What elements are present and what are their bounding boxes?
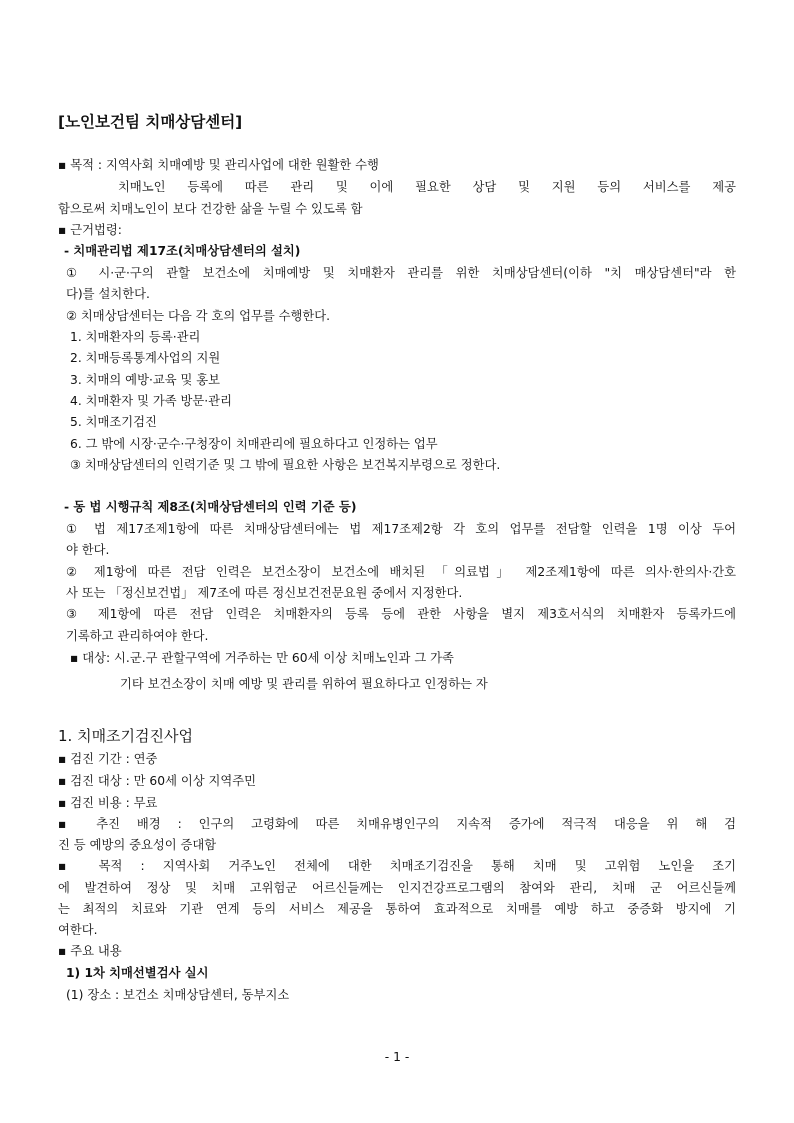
text-line: ▪ 목적 : 지역사회 거주노인 전체에 대한 치매조기검진을 통해 치매 및 고위험 노인을 조기 [58, 859, 736, 873]
section-title: 1. 치매조기검진사업 [58, 727, 194, 745]
text-line: ▪ 검진 대상 : 만 60세 이상 지역주민 [58, 774, 257, 788]
text-line: 2. 치매등록통계사업의 지원 [70, 351, 221, 365]
text-line: 다)를 설치한다. [66, 287, 150, 301]
section-heading: - 동 법 시행규칙 제8조(치매상담센터의 인력 기준 등) [64, 500, 357, 514]
text-line: ① 법 제17조제1항에 따른 치매상담센터에는 법 제17조제2항 각 호의 업무를 전담할 인력을 1명 이상 두어 [66, 522, 736, 536]
text-line: 1. 치매환자의 등록·관리 [70, 330, 201, 344]
page-number: - 1 - [384, 1050, 410, 1064]
text-line: 사 또는 「정신보건법」 제7조에 따른 정신보건전문요원 중에서 지정한다. [66, 586, 463, 600]
text-line: (1) 장소 : 보건소 치매상담센터, 동부지소 [66, 988, 290, 1002]
text-line: 기타 보건소장이 치매 예방 및 관리를 위하여 필요하다고 인정하는 자 [120, 677, 488, 691]
text-line: 6. 그 밖에 시장·군수·구청장이 치매관리에 필요하다고 인정하는 업무 [70, 437, 438, 451]
text-line: 5. 치매조기검진 [70, 415, 157, 429]
text-line: ▪ 검진 기간 : 연중 [58, 752, 158, 766]
text-line: ① 시·군·구의 관할 보건소에 치매예방 및 치매환자 관리를 위한 치매상담센터(이하 "치 매상담센터"라 한 [66, 266, 736, 280]
text-line: 야 한다. [66, 543, 110, 557]
text-line: ③ 치매상담센터의 인력기준 및 그 밖에 필요한 사항은 보건복지부령으로 정한다. [70, 458, 501, 472]
text-line: ③ 제1항에 따른 전담 인력은 치매환자의 등록 등에 관한 사항을 별지 제3호서식의 치매환자 등록카드에 [66, 607, 736, 621]
text-line: ▪ 추진 배경 : 인구의 고령화에 따른 치매유병인구의 지속적 증가에 적극적 대응을 위 해 검 [58, 817, 736, 831]
text-line: 여한다. [58, 923, 98, 937]
text-line: 3. 치매의 예방·교육 및 홍보 [70, 373, 221, 387]
text-line: 함으로써 치매노인이 보다 건강한 삶을 누릴 수 있도록 함 [58, 202, 363, 216]
text-line: ▪ 목적 : 지역사회 치매예방 및 관리사업에 대한 원활한 수행 [58, 158, 379, 172]
text-line: 치매노인 등록에 따른 관리 및 이에 필요한 상담 및 지원 등의 서비스를 제공 [118, 180, 736, 194]
page-title: [노인보건팀 치매상담센터] [58, 113, 243, 131]
section-heading: 1) 1차 치매선별검사 실시 [66, 966, 209, 980]
text-line: 진 등 예방의 중요성이 증대함 [58, 838, 217, 852]
text-line: ▪ 검진 비용 : 무료 [58, 796, 158, 810]
text-line: ▪ 근거법령: [58, 223, 122, 237]
text-line: ② 치매상담센터는 다음 각 호의 업무를 수행한다. [66, 309, 331, 323]
section-heading: - 치매관리법 제17조(치매상담센터의 설치) [64, 244, 301, 258]
text-line: ▪ 대상: 시.군.구 관할구역에 거주하는 만 60세 이상 치매노인과 그 가족 [70, 651, 454, 665]
text-line: ▪ 주요 내용 [58, 944, 122, 958]
text-line: 는 최적의 치료와 기관 연계 등의 서비스 제공을 통하여 효과적으로 치매를 예방 하고 중증화 방지에 기 [58, 902, 736, 916]
text-line: ② 제1항에 따른 전담 인력은 보건소장이 보건소에 배치된 「의료법」 제2조제1항에 따른 의사·한의사·간호 [66, 565, 736, 579]
text-line: 에 발견하여 정상 및 치매 고위험군 어르신들께는 인지건강프로그램의 참여와 관리, 치매 군 어르신들께 [58, 881, 736, 895]
text-line: 기록하고 관리하여야 한다. [66, 629, 209, 643]
text-line: 4. 치매환자 및 가족 방문·관리 [70, 394, 232, 408]
